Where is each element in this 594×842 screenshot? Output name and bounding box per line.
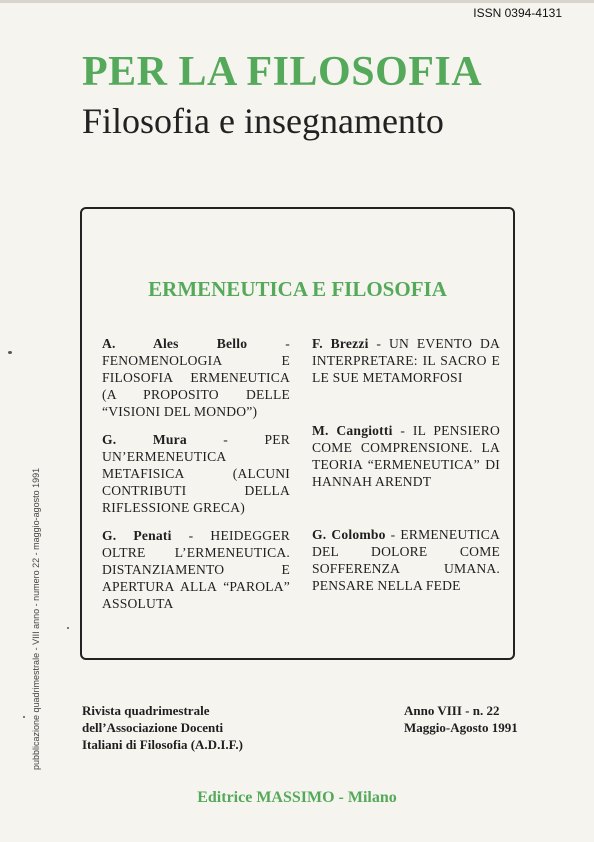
top-edge-rule	[0, 0, 594, 3]
article-title: HEIDEGGER OLTRE L’ERMENEUTICA. DISTANZIAMENTO E APERTURA ALLA “PAROLA” ASSOLUTA	[102, 528, 290, 611]
article-title: ERMENEUTICA DEL DOLORE COME SOFFERENZA UMANA. PENSARE NELLA FEDE	[312, 527, 500, 593]
contents-column-left	[102, 335, 290, 612]
article-entry: F. Brezzi - UN EVENTO DA INTERPRETARE: IL SACRO E LE SUE METAMORFOSI	[312, 336, 500, 385]
sidebar-publication-note: pubblicazione quadrimestrale - VIII anno - numero 22 - maggio-agosto 1991	[31, 467, 41, 770]
article-author: A. Ales Bello	[102, 336, 248, 351]
article-title: PER UN’ERMENEUTICA METAFISICA (ALCUNI CONTRIBUTI DELLA RIFLESSIONE GRECA)	[102, 432, 290, 515]
paper-speck	[23, 716, 25, 718]
issue-date: Maggio-Agosto 1991	[404, 720, 518, 735]
contents-column-right	[312, 335, 500, 594]
article-title: IL PENSIERO COME COMPRENSIONE. LA TEORIA “ERMENEUTICA” DI HANNAH ARENDT	[312, 423, 500, 489]
article-author: G. Colombo	[312, 527, 386, 542]
article-entry: G. Penati - HEIDEGGER OLTRE L’ERMENEUTICA. DISTANZIAMENTO E APERTURA ALLA “PAROLA” ASSOLUTA	[102, 528, 290, 611]
article-author: G. Penati	[102, 528, 172, 543]
article-title: UN EVENTO DA INTERPRETARE: IL SACRO E LE SUE METAMORFOSI	[312, 336, 500, 385]
publisher-name: Editrice MASSIMO - Milano	[197, 789, 397, 806]
magazine-subtitle: Filosofia e insegnamento	[82, 101, 444, 141]
article-title: FENOMENOLOGIA E FILOSOFIA ERMENEUTICA (A PROPOSITO DELLE “VISIONI DEL MONDO”)	[102, 353, 290, 419]
contents-box	[80, 207, 515, 660]
issue-number: Anno VIII - n. 22	[404, 703, 500, 718]
article-entry: G. Colombo - ERMENEUTICA DEL DOLORE COME SOFFERENZA UMANA. PENSARE NELLA FEDE	[312, 527, 500, 593]
article-author: M. Cangiotti	[312, 423, 393, 438]
article-entry: A. Ales Bello - FENOMENOLOGIA E FILOSOFIA ERMENEUTICA (A PROPOSITO DELLE “VISIONI DEL MONDO”)	[102, 336, 291, 419]
issue-info	[404, 702, 518, 736]
article-entry: G. Mura - PER UN’ERMENEUTICA METAFISICA (ALCUNI CONTRIBUTI DELLA RIFLESSIONE GRECA)	[102, 432, 290, 515]
issue-theme: ERMENEUTICA E FILOSOFIA	[148, 277, 447, 301]
issn-number: ISSN 0394-4131	[473, 6, 562, 20]
publication-info	[82, 702, 243, 753]
publication-info-line: dell’Associazione Docenti	[82, 720, 224, 735]
paper-speck	[67, 627, 69, 629]
magazine-title: PER LA FILOSOFIA	[82, 49, 483, 95]
publication-info-line: Italiani di Filosofia (A.D.I.F.)	[82, 737, 243, 752]
publication-info-line: Rivista quadrimestrale	[82, 703, 210, 718]
article-entry: M. Cangiotti - IL PENSIERO COME COMPRENSIONE. LA TEORIA “ERMENEUTICA” DI HANNAH ARENDT	[312, 423, 500, 489]
article-author: G. Mura	[102, 432, 187, 447]
article-author: F. Brezzi	[312, 336, 369, 351]
paper-speck	[8, 351, 12, 354]
